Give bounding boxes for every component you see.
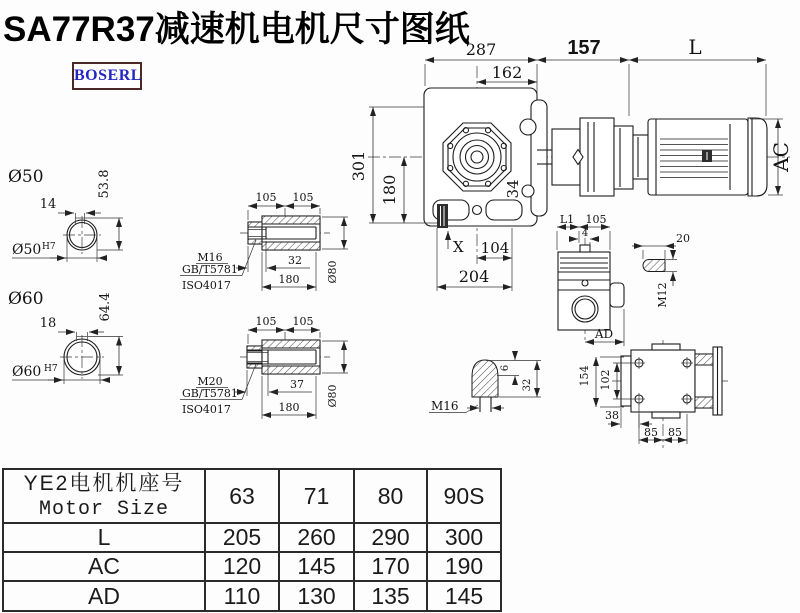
- table-cell: 110: [205, 581, 279, 611]
- table-cell: 205: [205, 523, 279, 552]
- gearbox-side-view: [557, 213, 624, 346]
- adapter-bell: [552, 118, 648, 196]
- table-header-en: Motor Size: [38, 497, 170, 521]
- bush2-seg2: 105: [292, 315, 314, 328]
- motor-dimension-table: [2, 468, 502, 612]
- table-cell: 135: [354, 581, 427, 611]
- dim-180: 180: [380, 174, 399, 206]
- bottom-dim-154: 154: [578, 365, 591, 387]
- bush1-standard1: GB/T5781: [182, 263, 238, 276]
- table-cell: 145: [279, 552, 354, 581]
- key-dim-20: 20: [676, 232, 690, 245]
- bore50-keyway-depth: 53.8: [97, 169, 112, 199]
- table-cell: 145: [427, 581, 501, 611]
- table-cell: 300: [427, 523, 501, 552]
- dim-X: X: [453, 238, 464, 256]
- bush1-seg2: 105: [292, 191, 314, 204]
- dim-204: 204: [458, 267, 490, 286]
- anchor-bolt: [437, 204, 448, 228]
- table-cell: 130: [279, 581, 354, 611]
- table-col-header: 63: [205, 469, 279, 523]
- bore60-keyway-depth: 64.4: [98, 292, 113, 322]
- dim-157: 157: [567, 37, 601, 59]
- table-cell: 170: [354, 552, 427, 581]
- bush2-od: Ø80: [326, 384, 339, 408]
- bushing-m20-section: [180, 315, 348, 419]
- dim-162: 162: [491, 63, 523, 82]
- bush1-thread: M16: [197, 251, 223, 264]
- side-dim-L1: L1: [559, 213, 575, 226]
- side-dim-AD: AD: [594, 327, 614, 341]
- bush2-standard2: ISO4017: [182, 403, 231, 416]
- table-row-AD: [3, 581, 501, 611]
- table-row-label: L: [3, 523, 205, 552]
- dim-287: 287: [465, 40, 497, 59]
- side-dim-4: 4: [581, 228, 589, 239]
- dim-104: 104: [480, 239, 510, 257]
- bush2-seg1: 105: [255, 315, 277, 328]
- bush2-thread: M20: [197, 375, 223, 388]
- bush2-depth: 37: [290, 378, 304, 391]
- bore60-diameter: Ø60: [12, 364, 42, 380]
- plug-dim-6: 6: [500, 364, 511, 372]
- table-col-header: 90S: [427, 469, 501, 523]
- bush2-standard1: GB/T5781: [182, 387, 238, 400]
- plug-dim-32: 32: [522, 378, 533, 392]
- table-col-header: 80: [354, 469, 427, 523]
- dim-AC: AC: [769, 142, 793, 172]
- key-thread-M12: M12: [656, 282, 669, 308]
- plug-detail: [429, 352, 541, 413]
- table-cell: 290: [354, 523, 427, 552]
- boserl-logo: BOSERL: [72, 62, 142, 90]
- fan-cover: [748, 118, 767, 196]
- gearbox-bottom-view: [578, 340, 728, 448]
- output-bore-60-section: [8, 289, 123, 384]
- key-detail: [632, 232, 690, 308]
- bush1-od: Ø80: [326, 260, 339, 284]
- bottom-dim-38: 38: [605, 409, 619, 422]
- table-row-L: [3, 523, 501, 552]
- bore60-keyway-width: 18: [39, 316, 57, 331]
- bore50-keyway-width: 14: [39, 197, 57, 212]
- table-row-label: AC: [3, 552, 205, 581]
- bush1-seg1: 105: [255, 191, 277, 204]
- table-header-motor-size: [3, 469, 205, 523]
- bore60-title: Ø60: [8, 289, 44, 309]
- table-col-header: 71: [279, 469, 354, 523]
- bottom-dim-85a: 85: [644, 426, 658, 439]
- side-dim-105: 105: [585, 213, 607, 226]
- dim-L: L: [688, 35, 702, 59]
- output-bore-50-section: [8, 167, 123, 262]
- dim-301: 301: [349, 150, 368, 182]
- bore50-title: Ø50: [8, 167, 44, 187]
- bush1-length: 180: [278, 273, 300, 286]
- bushing-m16-section: [180, 191, 348, 292]
- plug-thread-M16: M16: [431, 399, 459, 413]
- page-title: SA77R37减速机电机尺寸图纸: [3, 10, 470, 49]
- table-row-AC: [3, 552, 501, 581]
- dim-34: 34: [504, 179, 522, 199]
- bore50-diameter: Ø50: [12, 242, 42, 258]
- table-row-label: AD: [3, 581, 205, 611]
- table-header-zh: YE2电机机座号: [23, 471, 185, 495]
- table-cell: 190: [427, 552, 501, 581]
- bottom-dim-102: 102: [599, 369, 612, 391]
- bore60-tolerance: H7: [44, 364, 58, 374]
- table-cell: 120: [205, 552, 279, 581]
- bush2-length: 180: [278, 401, 300, 414]
- bore50-tolerance: H7: [42, 242, 56, 252]
- table-cell: 260: [279, 523, 354, 552]
- bush1-standard2: ISO4017: [182, 279, 231, 292]
- motor: [648, 118, 767, 196]
- bottom-dim-85b: 85: [668, 426, 682, 439]
- bush1-depth: 32: [288, 254, 302, 267]
